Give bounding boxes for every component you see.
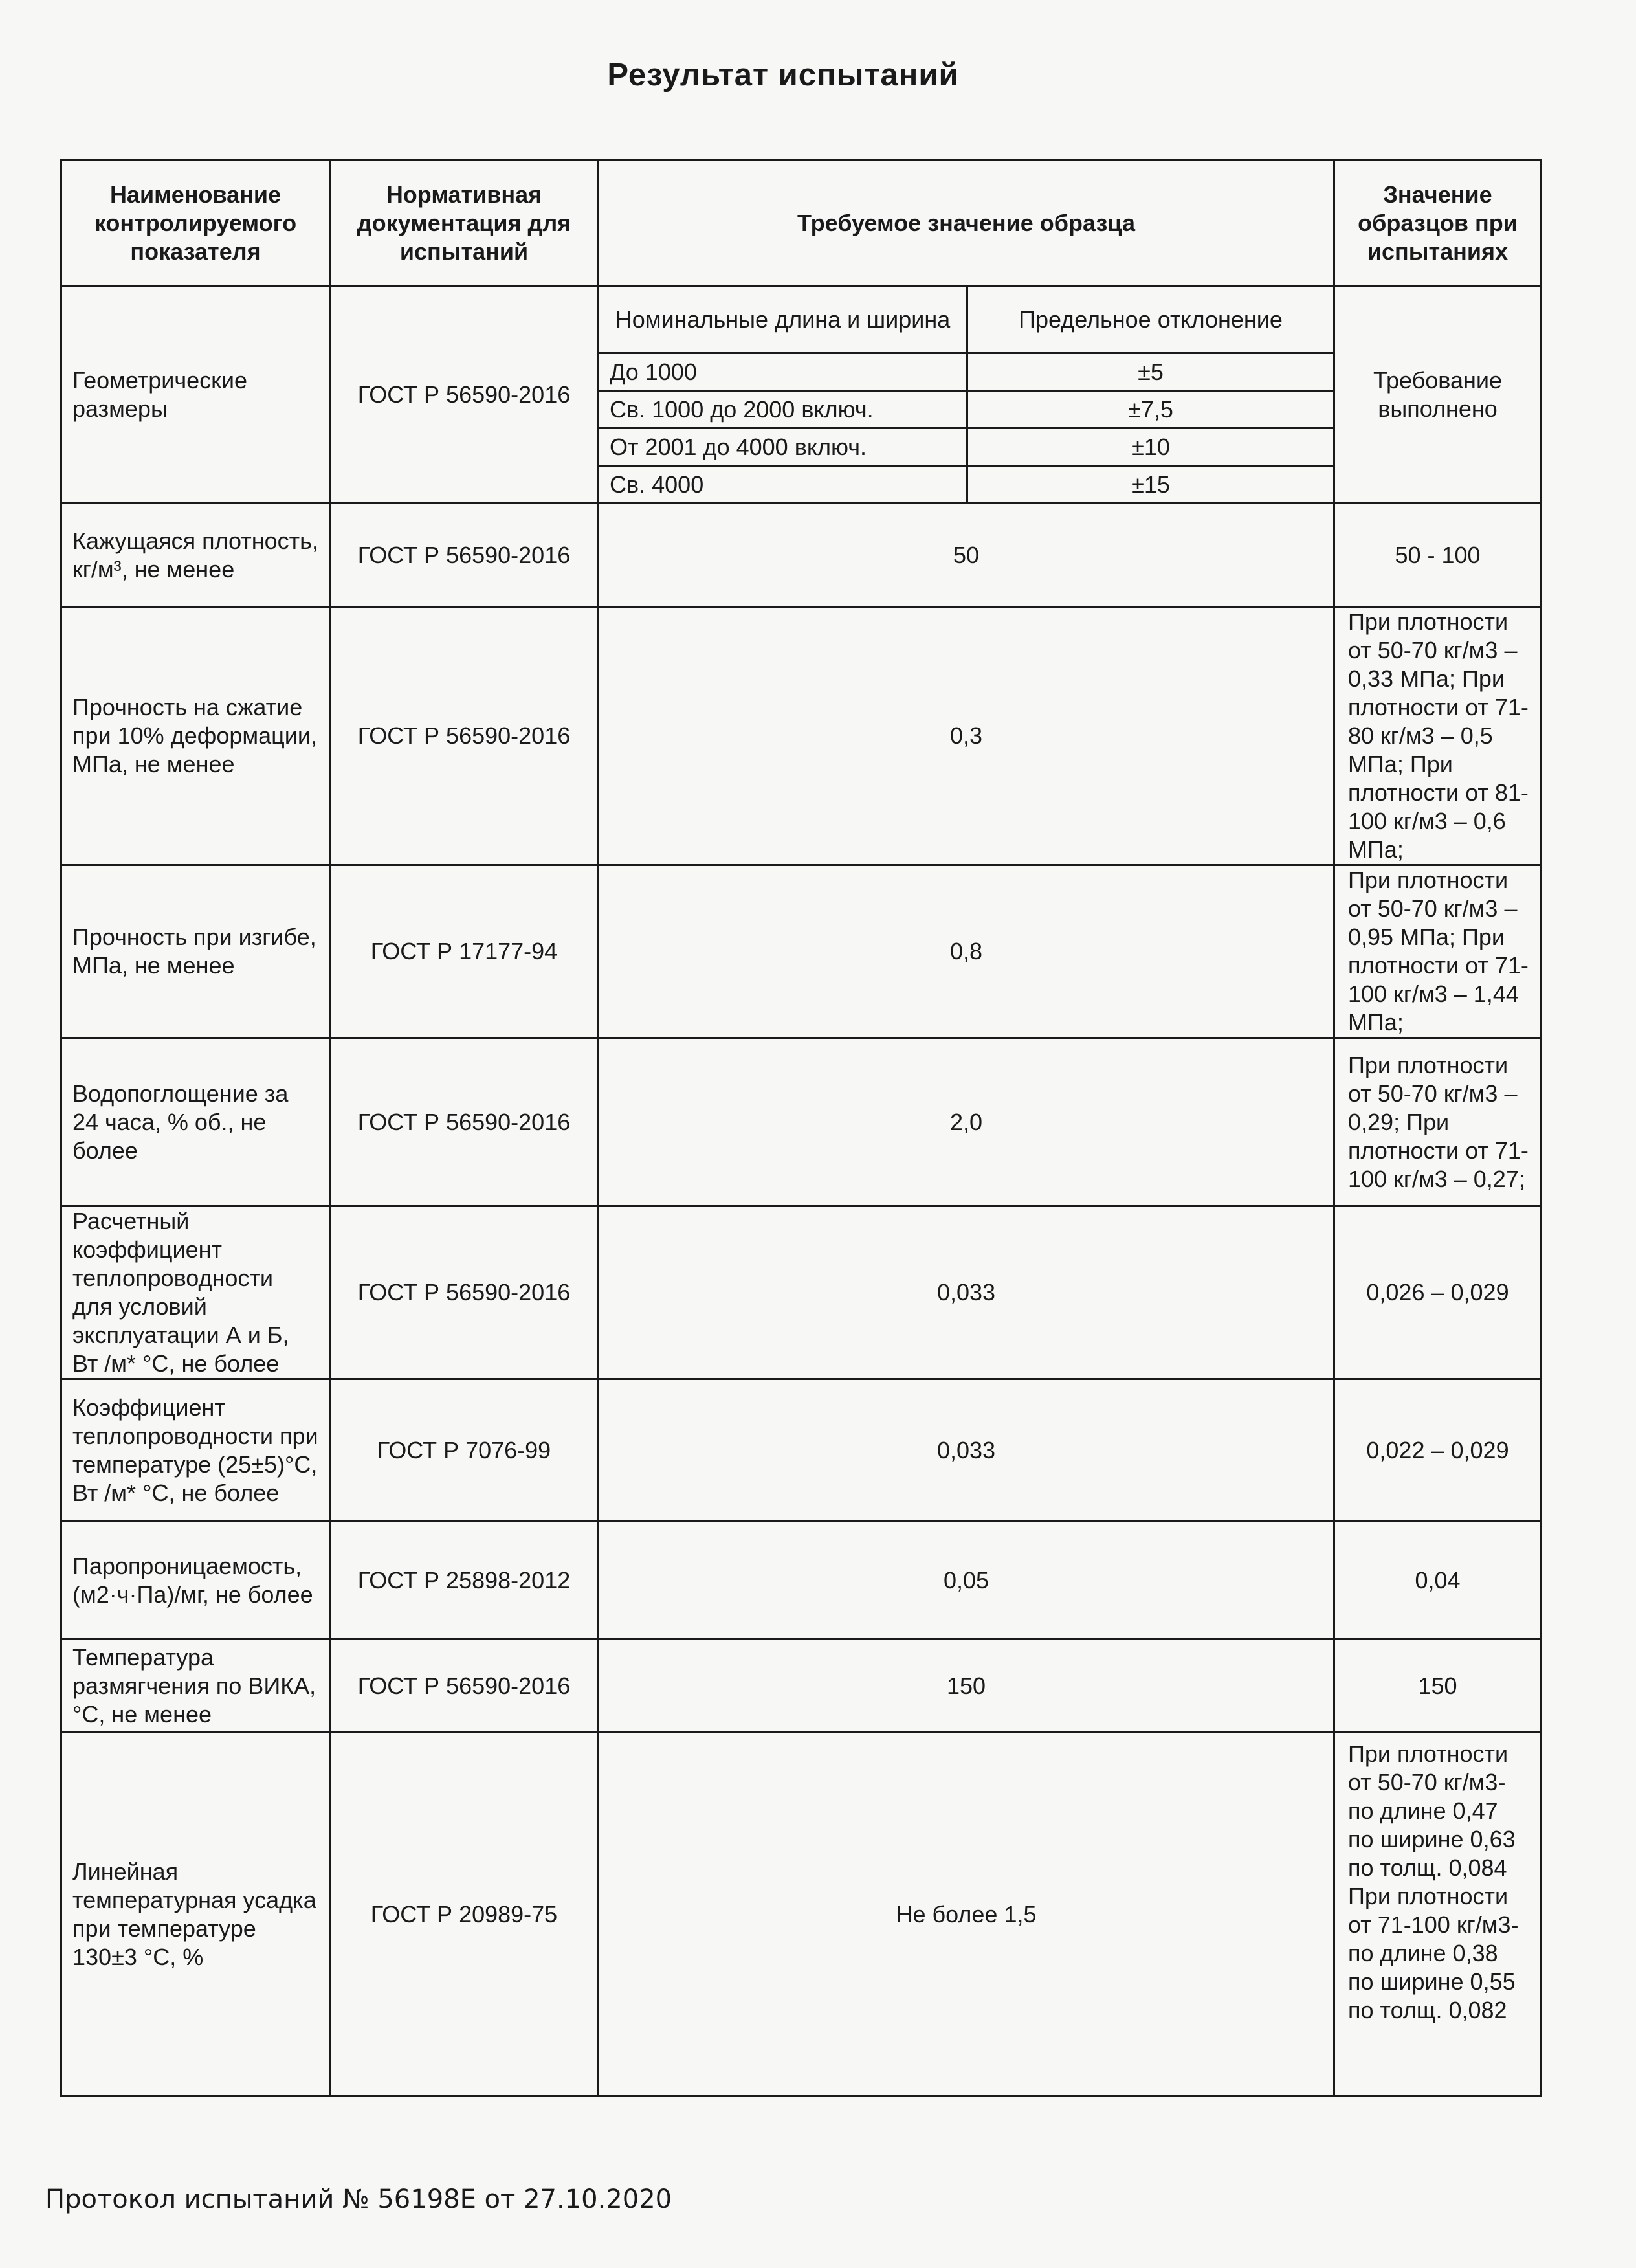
- test-result: При плотности от 50-70 кг/м3 – 0,33 МПа; При плотности от 71-80 кг/м3 – 0,5 МПа; При плотности от 81-100 кг/м3 – 0,6 МПа;: [1334, 607, 1542, 865]
- indicator-name: Коэффициент теплопроводности при температуре (25±5)°С, Вт /м* °С, не более: [61, 1379, 330, 1522]
- table-row: [61, 1640, 1542, 1733]
- table-row: [61, 504, 1542, 607]
- page-title: Результат испытаний: [607, 58, 959, 93]
- normative-doc: ГОСТ Р 56590-2016: [330, 286, 599, 504]
- indicator-name: Прочность на сжатие при 10% деформации, МПа, не менее: [61, 607, 330, 865]
- size-deviation: ±10: [967, 428, 1334, 466]
- table-header-row: [61, 161, 1542, 286]
- size-range: Св. 4000: [599, 466, 967, 504]
- table-row: [61, 865, 1542, 1038]
- normative-doc: ГОСТ Р 25898-2012: [330, 1522, 599, 1640]
- indicator-name: Паропроницаемость, (м2·ч·Па)/мг, не более: [61, 1522, 330, 1640]
- normative-doc: ГОСТ Р 56590-2016: [330, 1038, 599, 1206]
- required-value: 0,8: [599, 865, 1334, 1038]
- required-value: 2,0: [599, 1038, 1334, 1206]
- size-range: Св. 1000 до 2000 включ.: [599, 391, 967, 428]
- test-result: Требование выполнено: [1334, 286, 1542, 504]
- normative-doc: ГОСТ Р 20989-75: [330, 1733, 599, 2096]
- required-value: 0,033: [599, 1206, 1334, 1379]
- test-result: 0,026 – 0,029: [1334, 1206, 1542, 1379]
- subheader-deviation: Предельное отклонение: [967, 286, 1334, 353]
- header-indicator-name: Наименование контролируемого показателя: [61, 161, 330, 286]
- test-result: При плотности от 50-70 кг/м3- по длине 0,47 по ширине 0,63 по толщ. 0,084 При плотности от 71-100 кг/м3- по длине 0,38 по ширине 0,55 по толщ. 0,082: [1334, 1733, 1542, 2096]
- header-test-value: Значение образцов при испытаниях: [1334, 161, 1542, 286]
- table-row: [61, 607, 1542, 865]
- table-row: [61, 1206, 1542, 1379]
- normative-doc: ГОСТ Р 7076-99: [330, 1379, 599, 1522]
- test-result: 0,04: [1334, 1522, 1542, 1640]
- test-result: 0,022 – 0,029: [1334, 1379, 1542, 1522]
- indicator-name: Прочность при изгибе, МПа, не менее: [61, 865, 330, 1038]
- table-row: [61, 1522, 1542, 1640]
- table-row: [61, 1379, 1542, 1522]
- normative-doc: ГОСТ Р 17177-94: [330, 865, 599, 1038]
- required-value: Не более 1,5: [599, 1733, 1334, 2096]
- test-result: 150: [1334, 1640, 1542, 1733]
- indicator-name: Расчетный коэффициент теплопроводности для условий эксплуатации А и Б, Вт /м* °С, не более: [61, 1206, 330, 1379]
- required-value: 0,033: [599, 1379, 1334, 1522]
- size-range: От 2001 до 4000 включ.: [599, 428, 967, 466]
- normative-doc: ГОСТ Р 56590-2016: [330, 504, 599, 607]
- required-value: 50: [599, 504, 1334, 607]
- indicator-name: Водопоглощение за 24 часа, % об., не более: [61, 1038, 330, 1206]
- normative-doc: ГОСТ Р 56590-2016: [330, 1640, 599, 1733]
- indicator-name: Температура размягчения по ВИКА, °С, не менее: [61, 1640, 330, 1733]
- test-result: При плотности от 50-70 кг/м3 – 0,29; При плотности от 71-100 кг/м3 – 0,27;: [1334, 1038, 1542, 1206]
- size-deviation: ±15: [967, 466, 1334, 504]
- results-table: [60, 159, 1542, 2097]
- normative-doc: ГОСТ Р 56590-2016: [330, 1206, 599, 1379]
- normative-doc: ГОСТ Р 56590-2016: [330, 607, 599, 865]
- table-row: [61, 1733, 1542, 2096]
- header-required-value: Требуемое значение образца: [599, 161, 1334, 286]
- subheader-nominal-size: Номинальные длина и ширина: [599, 286, 967, 353]
- size-range: До 1000: [599, 353, 967, 391]
- header-normative-doc: Нормативная документация для испытаний: [330, 161, 599, 286]
- test-result: При плотности от 50-70 кг/м3 – 0,95 МПа; При плотности от 71-100 кг/м3 – 1,44 МПа;: [1334, 865, 1542, 1038]
- table-row: [61, 1038, 1542, 1206]
- required-value: 0,05: [599, 1522, 1334, 1640]
- size-deviation: ±5: [967, 353, 1334, 391]
- required-value: 150: [599, 1640, 1334, 1733]
- size-deviation: ±7,5: [967, 391, 1334, 428]
- indicator-name: Геометрические размеры: [61, 286, 330, 504]
- test-result: 50 - 100: [1334, 504, 1542, 607]
- indicator-name: Линейная температурная усадка при температуре 130±3 °С, %: [61, 1733, 330, 2096]
- table-row-geometry: [61, 286, 1542, 353]
- required-value: 0,3: [599, 607, 1334, 865]
- protocol-footer: Протокол испытаний № 56198Е от 27.10.2020: [45, 2185, 672, 2214]
- indicator-name: Кажущаяся плотность, кг/м³, не менее: [61, 504, 330, 607]
